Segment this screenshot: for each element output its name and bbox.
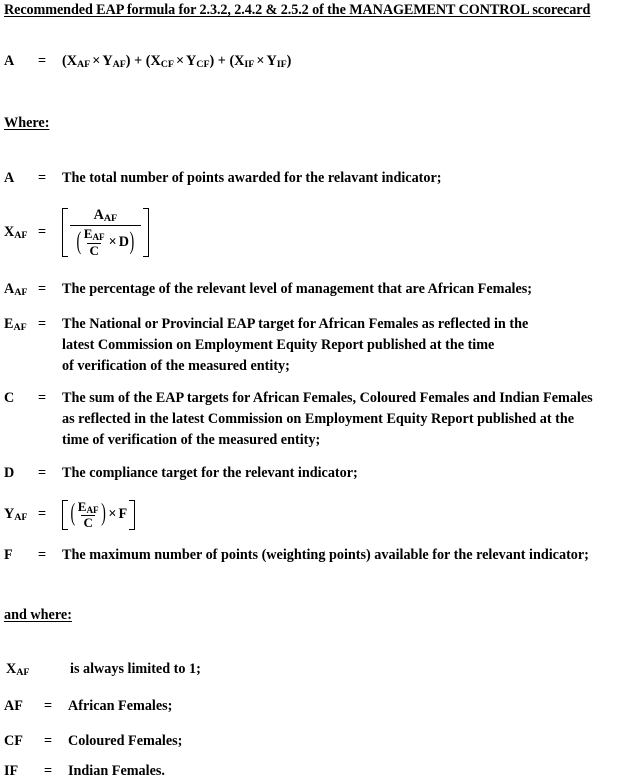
x-af-numerator: $A_{AF}$	[93, 207, 118, 225]
term-cf: $(X_{CF} \times Y_{CF})$	[145, 53, 215, 71]
operator-plus-2: +	[217, 53, 226, 69]
y-af-formula-row	[4, 500, 135, 530]
main-formula-expression	[62, 53, 291, 70]
y-af-denominator: C	[83, 515, 93, 531]
y-af-numerator: $E_{AF}$	[77, 499, 99, 515]
and-where-symbol-x-af: $X_{AF}$	[6, 661, 30, 679]
x-af-paren-open: (	[76, 227, 82, 256]
x-af-outer-fraction	[70, 208, 141, 257]
definition-equals-a-af: =	[38, 281, 47, 297]
and-where-symbol-cf: CF	[4, 733, 23, 749]
and-where-text-if: Indian Females.	[68, 763, 165, 779]
and-where-equals-af: =	[44, 698, 53, 714]
definition-text-c-line3: time of verification of the measured entity;	[62, 432, 321, 448]
x-af-inner-numerator: $E_{AF}$	[83, 226, 105, 243]
definition-equals-a: =	[38, 170, 47, 186]
definition-row-c	[4, 390, 593, 407]
y-af-bracket-open-icon	[62, 500, 68, 530]
definition-text-c-line2: as reflected in the latest Commission on Employment Equity Report published at the	[62, 411, 575, 427]
term-af: $(X_{AF} \times Y_{AF})$	[62, 53, 131, 71]
definition-text-e-af-line2: latest Commission on Employment Equity Report published at the time	[62, 337, 495, 353]
definition-symbol-d: D	[4, 465, 15, 481]
x-af-times: ×	[108, 233, 117, 250]
x-af-denominator	[70, 225, 141, 257]
y-af-bracket-close-icon	[129, 500, 135, 530]
definition-text-c-line1: The sum of the EAP targets for African Females, Coloured Females and Indian Females	[62, 390, 593, 406]
x-af-bracket-close-icon	[143, 208, 149, 257]
y-af-paren-close: )	[101, 499, 106, 528]
term-if: $(X_{IF} \times Y_{IF})$	[229, 53, 292, 71]
and-where-equals-cf: =	[44, 733, 53, 749]
y-af-factor: F	[118, 506, 128, 523]
y-af-times: ×	[108, 506, 117, 523]
x-af-paren-close: )	[129, 227, 135, 256]
and-where-symbol-af: AF	[4, 698, 23, 714]
and-where-equals-if: =	[44, 763, 53, 779]
main-formula-symbol: A	[4, 53, 15, 69]
heading-and-where: and where:	[4, 607, 72, 623]
definition-row-e-af	[4, 316, 528, 333]
definition-equals-d: =	[38, 465, 47, 481]
y-af-bracket-group	[62, 500, 135, 530]
and-where-text-af: African Females;	[68, 698, 173, 714]
definition-text-e-af-line1: The National or Provincial EAP target for African Females as reflected in the	[62, 316, 529, 332]
heading-where: Where:	[4, 115, 50, 131]
and-where-symbol-if: IF	[4, 763, 19, 779]
definition-equals-c: =	[38, 390, 47, 406]
x-af-symbol: $X_{AF}$	[4, 223, 28, 242]
y-af-fraction	[76, 500, 101, 530]
definition-row-a	[4, 170, 442, 187]
x-af-factor: D	[118, 233, 129, 250]
main-formula-equals: =	[38, 53, 47, 69]
y-af-inner-expression	[70, 500, 127, 530]
y-af-symbol: $Y_{AF}$	[4, 506, 28, 524]
page-title: Recommended EAP formula for 2.3.2, 2.4.2 & 2.5.2 of the MANAGEMENT CONTROL scorecard	[4, 2, 591, 18]
definition-row-a-af	[4, 281, 532, 298]
definition-text-a: The total number of points awarded for the relavant indicator;	[62, 170, 442, 186]
and-where-row-af	[4, 698, 172, 715]
x-af-bracket-group	[62, 208, 149, 257]
definition-text-f: The maximum number of points (weighting points) available for the relevant indicator;	[62, 547, 589, 563]
definition-equals-e-af: =	[38, 316, 47, 332]
definition-symbol-e-af: $E_{AF}$	[4, 316, 27, 334]
definition-row-f	[4, 547, 589, 564]
definition-text-a-af: The percentage of the relevant level of management that are African Females;	[62, 281, 533, 297]
definition-symbol-a-af: $A_{AF}$	[4, 281, 28, 299]
definition-text-d: The compliance target for the relevant indicator;	[62, 465, 358, 481]
and-where-row-x-af	[6, 661, 201, 678]
definition-equals-f: =	[38, 547, 47, 563]
and-where-text-x-af: is always limited to 1;	[70, 661, 201, 677]
definition-symbol-a: A	[4, 170, 15, 186]
definition-row-d	[4, 465, 358, 482]
x-af-bracket-open-icon	[62, 208, 68, 257]
x-af-formula-row	[4, 208, 149, 257]
y-af-paren-open: (	[70, 499, 76, 528]
definition-symbol-f: F	[4, 547, 13, 563]
and-where-row-cf	[4, 733, 182, 750]
x-af-inner-denominator: C	[89, 242, 99, 258]
and-where-row-if	[4, 763, 165, 780]
x-af-inner-fraction	[82, 227, 107, 257]
y-af-equals: =	[38, 506, 47, 523]
definition-text-e-af-line3: of verification of the measured entity;	[62, 358, 290, 374]
definition-symbol-c: C	[4, 390, 15, 406]
operator-plus-1: +	[134, 53, 143, 69]
and-where-text-cf: Coloured Females;	[68, 733, 183, 749]
x-af-equals: =	[38, 223, 47, 240]
main-formula-row	[4, 53, 291, 70]
